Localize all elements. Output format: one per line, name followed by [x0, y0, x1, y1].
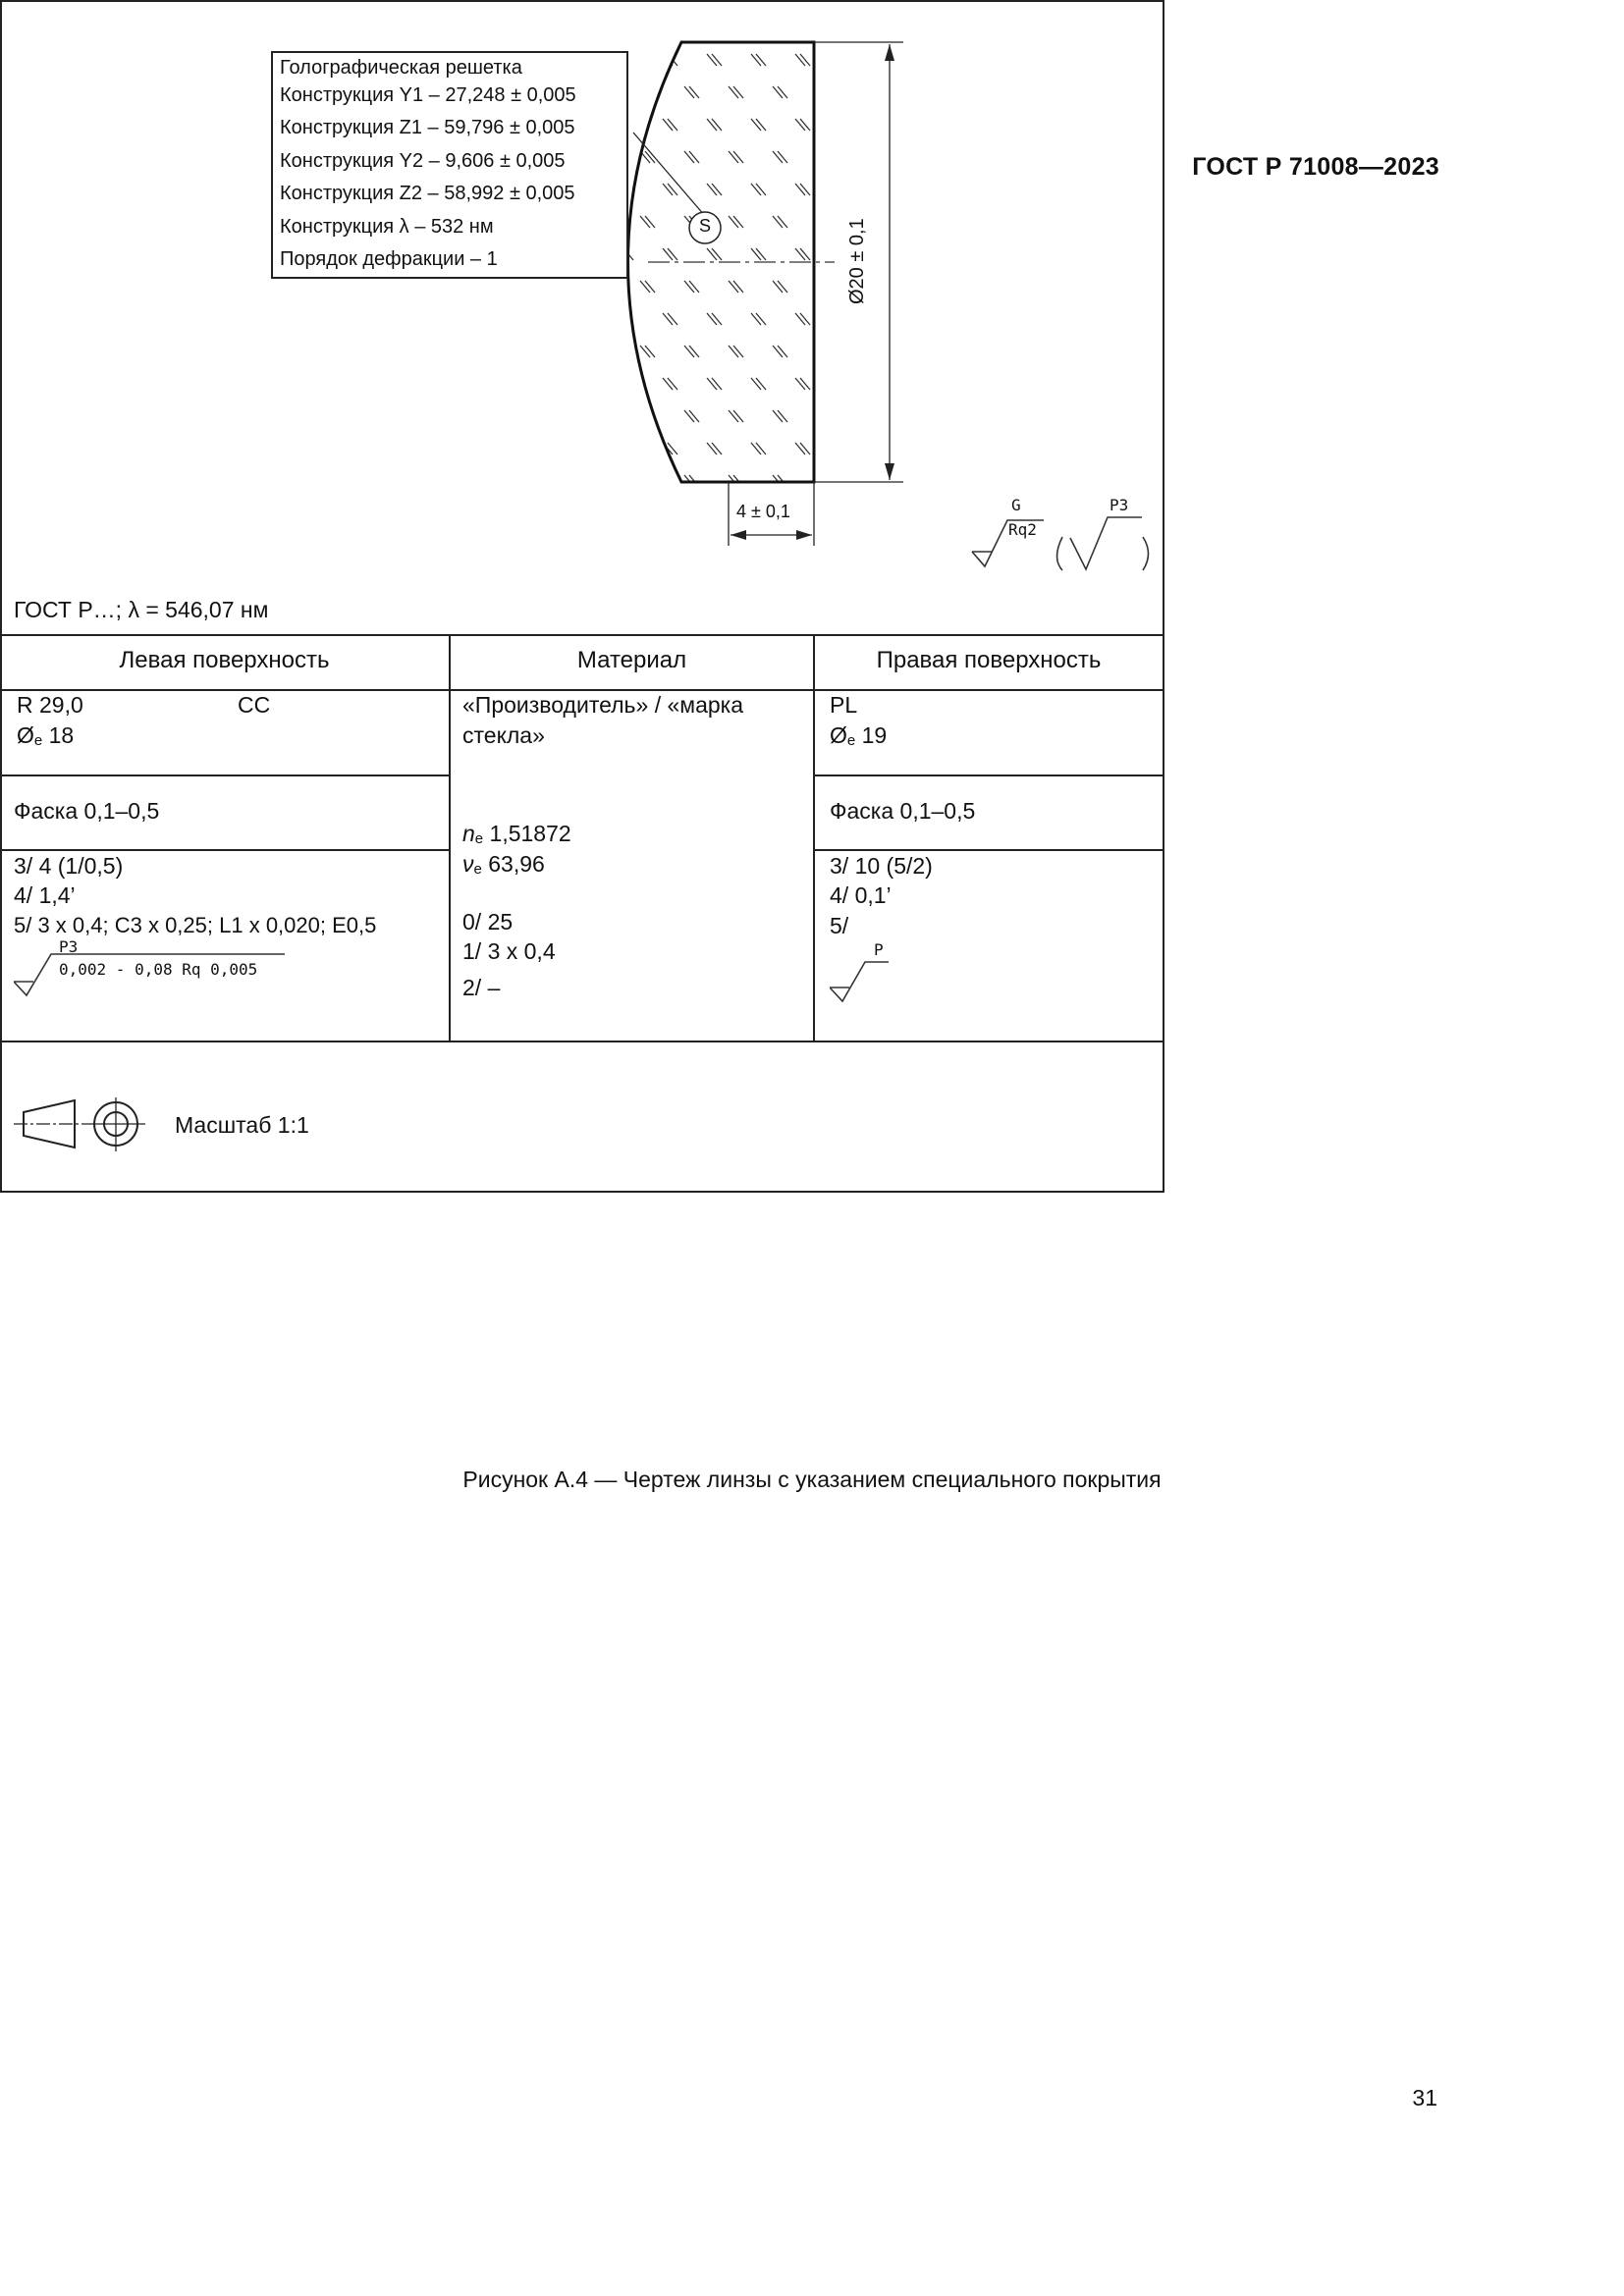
refractive-index-value: 1,51872: [483, 821, 571, 846]
grating-order: Порядок дефракции – 1: [280, 248, 498, 270]
hatch-mark: [707, 119, 717, 131]
table-bottom-border: [0, 1041, 1163, 1042]
hatch-mark: [756, 54, 766, 66]
abbe-sub: e: [473, 861, 482, 878]
left-cc: CC: [238, 692, 271, 718]
material-refractive-index: [462, 820, 571, 853]
grating-label-box: [271, 51, 628, 279]
hatch-mark: [729, 410, 738, 422]
hatch-mark: [751, 248, 761, 260]
general-roughness-symbol: [972, 517, 1149, 570]
hatch-mark: [707, 378, 717, 390]
left-diameter: [17, 721, 74, 755]
material-name-line-2: стекла»: [462, 722, 545, 748]
hatch-mark: [733, 151, 743, 163]
document-number: ГОСТ Р 71008—2023: [1192, 153, 1439, 181]
right-diameter-sub: e: [846, 732, 856, 749]
hatch-mark: [707, 443, 717, 454]
hatch-mark: [751, 54, 761, 66]
hatch-mark: [668, 119, 677, 131]
hatch-mark: [795, 313, 805, 325]
general-roughness-top: G: [1011, 496, 1021, 514]
hatch-mark: [689, 86, 699, 98]
hatch-mark: [640, 281, 650, 293]
header-left-surface: Левая поверхность: [119, 647, 330, 673]
left-diameter-value: 18: [42, 722, 75, 748]
hatch-mark: [751, 184, 761, 195]
hatch-mark: [800, 248, 810, 260]
left-row-divider-2: [0, 849, 451, 851]
hatch-mark: [778, 151, 787, 163]
hatch-mark: [684, 346, 694, 357]
hatch-mark: [663, 313, 673, 325]
left-diameter-symbol: Ø: [17, 722, 34, 748]
hatch-mark: [729, 216, 738, 228]
standard-line: ГОСТ Р…; λ = 546,07 нм: [14, 597, 269, 622]
hatch-mark: [684, 410, 694, 422]
hatch-mark: [778, 346, 787, 357]
hatch-mark: [778, 86, 787, 98]
hatch-mark: [800, 119, 810, 131]
figure-caption: Рисунок А.4 — Чертеж линзы с указанием специального покрытия: [462, 1467, 1162, 1492]
grating-y1: Конструкция Y1 – 27,248 ± 0,005: [280, 84, 576, 106]
hatch-mark: [756, 443, 766, 454]
grating-z1: Конструкция Z1 – 59,796 ± 0,005: [280, 117, 575, 138]
hatch-mark: [751, 443, 761, 454]
right-surface-type: PL: [830, 692, 858, 718]
hatch-mark: [640, 346, 650, 357]
hatch-mark: [733, 346, 743, 357]
right-item-4: 4/ 0,1’: [830, 882, 892, 908]
hatch-mark: [773, 151, 783, 163]
scale-label: Масштаб 1:1: [175, 1112, 309, 1138]
right-diameter-symbol: Ø: [830, 722, 847, 748]
hatch-mark: [668, 248, 677, 260]
right-diameter: [830, 721, 887, 755]
hatch-mark: [712, 378, 722, 390]
hatch-mark: [756, 313, 766, 325]
hatch-mark: [795, 378, 805, 390]
abbe-symbol: ν: [462, 851, 474, 877]
callout-letter: S: [698, 216, 711, 236]
material-item-0: 0/ 25: [462, 909, 514, 934]
hatch-mark: [623, 443, 633, 454]
general-roughness-bottom: Rq2: [1008, 520, 1037, 539]
hatch-mark: [795, 443, 805, 454]
left-item-5: 5/ 3 x 0,4; С3 x 0,25; L1 x 0,020; E0,5: [14, 913, 377, 937]
hatch-mark: [800, 378, 810, 390]
hatch-mark: [712, 313, 722, 325]
hatch-mark: [623, 378, 633, 390]
hatch-mark: [795, 119, 805, 131]
abbe-value: 63,96: [481, 851, 545, 877]
hatch-mark: [707, 313, 717, 325]
column-divider-left: [449, 634, 451, 1041]
other-roughness-label: P3: [1110, 496, 1129, 514]
hatch-mark: [773, 410, 783, 422]
refractive-index-symbol: n: [462, 821, 475, 846]
hatch-mark: [640, 216, 650, 228]
right-row-divider-1: [814, 774, 1163, 776]
hatch-mark: [707, 184, 717, 195]
page-number: 31: [1412, 2085, 1437, 2110]
hatch-mark: [645, 216, 655, 228]
left-chamfer: Фаска 0,1–0,5: [14, 798, 160, 824]
hatch-mark: [778, 410, 787, 422]
hatch-mark: [712, 443, 722, 454]
glass-hatching: [619, 54, 810, 487]
hatch-mark: [773, 216, 783, 228]
hatch-mark: [640, 86, 650, 98]
hatch-mark: [756, 119, 766, 131]
hatch-mark: [795, 248, 805, 260]
hatch-mark: [751, 313, 761, 325]
hatch-mark: [645, 346, 655, 357]
hatch-mark: [712, 119, 722, 131]
hatch-mark: [663, 248, 673, 260]
refractive-index-sub: e: [474, 830, 484, 847]
hatch-mark: [778, 281, 787, 293]
hatch-mark: [619, 443, 628, 454]
hatch-mark: [684, 151, 694, 163]
right-item-3: 3/ 10 (5/2): [830, 853, 933, 879]
hatch-mark: [778, 216, 787, 228]
material-item-2: 2/ –: [462, 975, 501, 1000]
right-chamfer: Фаска 0,1–0,5: [830, 798, 976, 824]
left-diameter-sub: e: [33, 732, 43, 749]
hatch-mark: [729, 86, 738, 98]
projection-method-icon: [14, 1097, 151, 1156]
hatch-mark: [689, 410, 699, 422]
hatch-mark: [756, 248, 766, 260]
left-row-divider-1: [0, 774, 451, 776]
hatch-mark: [645, 281, 655, 293]
hatch-mark: [712, 184, 722, 195]
callout-leader: [633, 133, 705, 216]
thickness-dimension-text: 4 ± 0,1: [736, 502, 790, 521]
hatch-mark: [668, 378, 677, 390]
left-roughness-top: P3: [59, 937, 79, 956]
hatch-mark: [729, 281, 738, 293]
hatch-mark: [645, 86, 655, 98]
hatch-mark: [733, 281, 743, 293]
left-radius: R 29,0: [17, 692, 83, 718]
material-name-line-1: «Производитель» / «марка: [462, 692, 744, 718]
hatch-mark: [800, 443, 810, 454]
right-item-5: 5/: [830, 913, 849, 938]
hatch-mark: [668, 184, 677, 195]
hatch-mark: [663, 378, 673, 390]
hatch-mark: [800, 184, 810, 195]
hatch-mark: [663, 184, 673, 195]
grating-title: Голографическая решетка: [280, 57, 522, 79]
hatch-mark: [733, 216, 743, 228]
hatch-mark: [712, 248, 722, 260]
hatch-mark: [795, 184, 805, 195]
right-row-divider-2: [814, 849, 1163, 851]
hatch-mark: [756, 184, 766, 195]
hatch-mark: [663, 119, 673, 131]
grating-y2: Конструкция Y2 – 9,606 ± 0,005: [280, 150, 566, 172]
table-top-border: [0, 634, 1163, 636]
right-roughness-symbol: [830, 960, 908, 1009]
right-roughness-top: P: [874, 940, 884, 959]
hatch-mark: [800, 54, 810, 66]
hatch-mark: [689, 281, 699, 293]
left-item-3: 3/ 4 (1/0,5): [14, 853, 124, 879]
hatch-mark: [795, 54, 805, 66]
header-material: Материал: [576, 647, 687, 673]
hatch-mark: [773, 281, 783, 293]
hatch-mark: [645, 475, 655, 487]
hatch-mark: [800, 313, 810, 325]
diameter-dimension-text: Ø20 ± 0,1: [846, 218, 868, 304]
material-item-1: 1/ 3 x 0,4: [462, 938, 556, 964]
hatch-mark: [619, 313, 628, 325]
hatch-mark: [684, 86, 694, 98]
hatch-mark: [729, 346, 738, 357]
right-diameter-value: 19: [855, 722, 888, 748]
hatch-mark: [640, 475, 650, 487]
grating-wavelength: Конструкция λ – 532 нм: [280, 216, 494, 238]
hatch-mark: [751, 119, 761, 131]
hatch-mark: [689, 346, 699, 357]
hatch-mark: [729, 151, 738, 163]
header-right-surface: Правая поверхность: [876, 647, 1102, 673]
hatch-mark: [756, 378, 766, 390]
hatch-mark: [619, 378, 628, 390]
hatch-mark: [733, 86, 743, 98]
hatch-mark: [668, 313, 677, 325]
hatch-mark: [773, 86, 783, 98]
column-divider-right: [813, 634, 815, 1041]
drawing-frame: [0, 0, 1164, 1193]
hatch-mark: [773, 346, 783, 357]
material-abbe-number: [462, 850, 545, 883]
hatch-mark: [751, 378, 761, 390]
grating-z2: Конструкция Z2 – 58,992 ± 0,005: [280, 183, 575, 204]
hatch-mark: [640, 410, 650, 422]
hatch-mark: [733, 410, 743, 422]
hatch-mark: [689, 151, 699, 163]
hatch-mark: [707, 54, 717, 66]
hatch-mark: [645, 151, 655, 163]
left-item-4: 4/ 1,4’: [14, 882, 76, 908]
left-roughness-text: 0,002 - 0,08 Rq 0,005: [59, 960, 258, 979]
hatch-mark: [712, 54, 722, 66]
hatch-mark: [684, 281, 694, 293]
hatch-mark: [707, 248, 717, 260]
